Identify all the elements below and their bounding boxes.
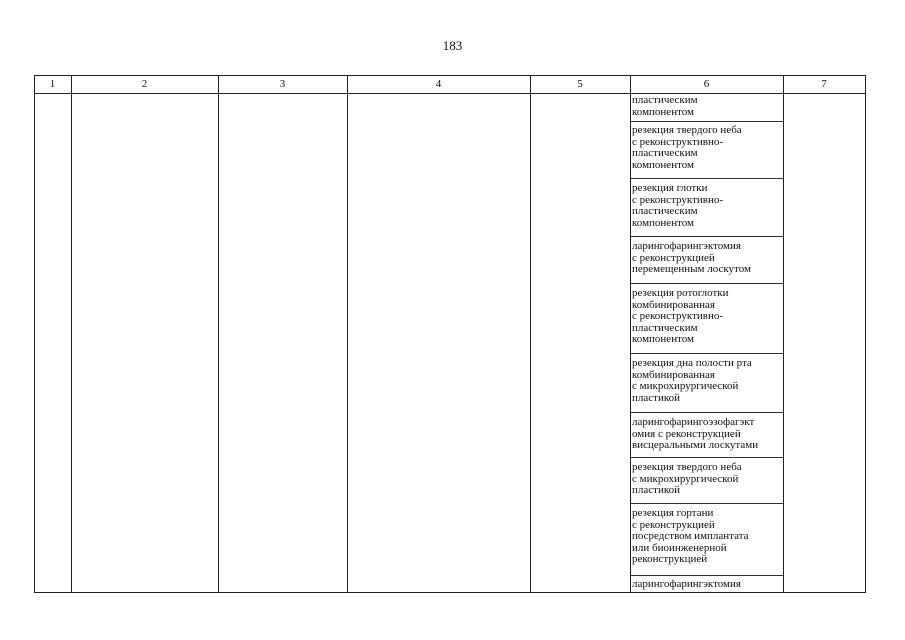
entry-line: ларингофарингэктомия (632, 241, 741, 252)
col-border-2-3 (218, 75, 219, 593)
table-top-border (34, 75, 866, 76)
col6-entry (631, 358, 783, 404)
entry-divider (631, 353, 783, 354)
col6-entry (631, 462, 783, 497)
entry-line: пластическим (632, 205, 698, 218)
table (34, 75, 866, 593)
col6-entry (631, 579, 783, 591)
entry-divider (631, 575, 783, 576)
entry-divider (631, 457, 783, 458)
entry-line: посредством имплантата (632, 530, 749, 543)
col-header-4: 4 (435, 78, 442, 90)
entry-line: пластическим (632, 321, 698, 334)
entry-line: резекция глотки (632, 183, 708, 194)
col-border-3-4 (347, 75, 348, 593)
entry-line: компонентом (632, 105, 694, 118)
entry-line: перемещенным лоскутом (632, 263, 751, 276)
entry-line: комбинированная (632, 298, 715, 311)
col6-entry (631, 95, 783, 118)
col6-entry (631, 241, 783, 276)
entry-divider (631, 236, 783, 237)
entry-divider (631, 121, 783, 122)
entry-line: резекция гортани (632, 508, 714, 519)
entry-line: резекция дна полости рта (632, 358, 752, 369)
col-header-3: 3 (279, 78, 286, 90)
page-number: 183 (442, 38, 463, 53)
col-header-7: 7 (821, 78, 827, 90)
entry-line: резекция твердого неба (632, 462, 742, 473)
entry-line: с реконструкцией (632, 518, 715, 531)
header-row-border (34, 93, 866, 94)
entry-line: пластикой (632, 391, 681, 404)
entry-line: омия с реконструкцией (632, 427, 741, 440)
entry-line: пластическим (632, 147, 698, 160)
entry-line: пластическим (632, 95, 698, 106)
col-border-1-2 (71, 75, 72, 593)
col-border-6-7 (783, 75, 784, 593)
col-header-6: 6 (703, 78, 710, 90)
entry-line: реконструкцией (632, 553, 708, 566)
col6-entry (631, 288, 783, 346)
entry-line: с микрохирургической (632, 380, 739, 393)
entry-line: или биоинженерной (632, 541, 727, 554)
col-header-1: 1 (49, 78, 56, 90)
entry-line: с реконструкцией (632, 251, 715, 264)
col6-entry (631, 183, 783, 229)
entry-divider (631, 178, 783, 179)
col-header-2: 2 (141, 78, 148, 90)
table-bottom-border (34, 592, 866, 593)
entry-line: с микрохирургической (632, 472, 739, 485)
entry-divider (631, 283, 783, 284)
entry-line: висцеральными лоскутами (632, 439, 759, 452)
col-border-right (865, 75, 866, 593)
entry-line: пластикой (632, 484, 681, 497)
col-border-left (34, 75, 35, 593)
col-header-5: 5 (577, 78, 583, 90)
entry-divider (631, 412, 783, 413)
entry-line: ларингофарингэктомия (632, 579, 741, 590)
entry-line: ларингофарингоэзофагэкт (632, 417, 755, 428)
entry-line: с реконструктивно- (632, 310, 724, 323)
entry-line: компонентом (632, 333, 694, 346)
entry-divider (631, 503, 783, 504)
entry-line: с реконструктивно- (632, 135, 724, 148)
entry-line: комбинированная (632, 368, 715, 381)
col6-entry (631, 508, 783, 566)
entry-line: резекция твердого неба (632, 125, 742, 136)
col6-entry (631, 417, 783, 452)
entry-line: резекция ротоглотки (632, 288, 729, 299)
entry-line: компонентом (632, 158, 694, 171)
entry-line: с реконструктивно- (632, 193, 724, 206)
col6-entry (631, 125, 783, 171)
entry-line: компонентом (632, 216, 694, 229)
col-border-4-5 (530, 75, 531, 593)
